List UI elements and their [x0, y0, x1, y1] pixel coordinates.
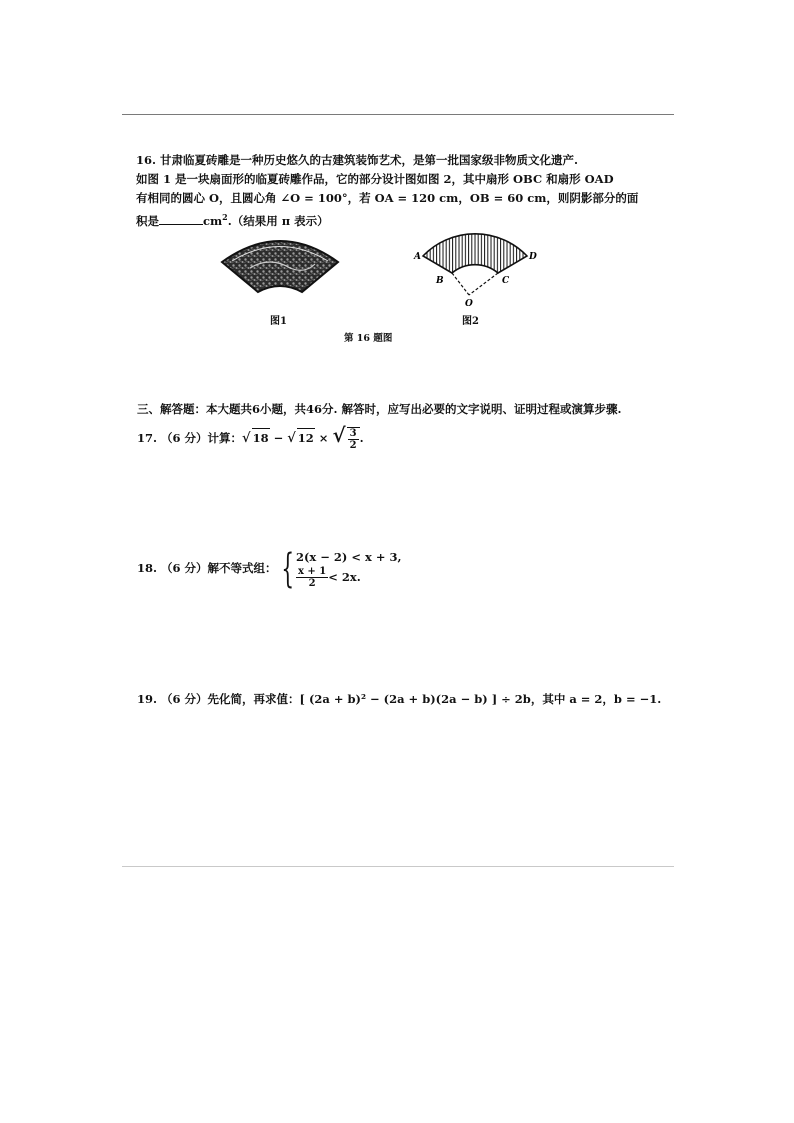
label-a: A	[414, 252, 421, 262]
fraction-denominator: 2	[349, 439, 357, 451]
q18-system	[137, 545, 402, 592]
question-17	[137, 423, 364, 451]
inequality-1: 2(x − 2) < x + 3,	[295, 550, 402, 564]
radius-ob-dashed	[452, 273, 469, 295]
q17-times: ×	[314, 431, 333, 445]
q17-prefix: 17. （6 分）计算：	[137, 431, 243, 445]
radius-oc-dashed	[469, 273, 498, 295]
label-b: B	[436, 276, 444, 286]
q16-line-3: 有相同的圆心 O，且圆心角 ∠O = 100°，若 OA = 120 cm，OB = 60 cm，则阴影部分的面	[136, 191, 639, 205]
inequality-2	[296, 566, 402, 589]
sqrt-symbol: √	[287, 431, 296, 446]
bottom-divider	[122, 866, 674, 867]
q17-radicand-3	[347, 427, 360, 451]
question-18	[137, 545, 402, 592]
sqrt-symbol: √	[332, 423, 346, 447]
inequality-2-rest: < 2x.	[328, 570, 361, 584]
q17-radicand-2: 12	[297, 428, 315, 448]
q18-prefix: 18. （6 分）解不等式组：	[137, 561, 277, 575]
label-c: C	[502, 276, 510, 286]
inequality-lines	[296, 548, 402, 589]
section-heading: 三、解答题：本大题共6小题，共46分. 解答时，应写出必要的文字说明、证明过程或演算步骤.	[137, 402, 622, 416]
q16-unit-exponent: 2	[222, 212, 228, 222]
q16-note: .（结果用 π 表示）	[227, 213, 329, 228]
figure-2-caption: 图2	[462, 316, 479, 327]
top-divider	[122, 114, 674, 115]
label-o: O	[465, 299, 473, 309]
question-16	[136, 151, 639, 231]
brace-symbol: {	[280, 545, 294, 592]
q17-end: .	[359, 431, 364, 445]
q16-unit: cm	[203, 213, 223, 228]
fraction-denominator: 2	[308, 578, 316, 589]
q16-line-2: 如图 1 是一块扇面形的临夏砖雕作品，它的部分设计图如图 2，其中扇形 OBC 和扇形 OAD	[136, 172, 614, 186]
fraction-numerator: 3	[349, 427, 357, 439]
q17-radicand-1: 18	[252, 428, 270, 448]
figure-1-fan-carving-image	[220, 234, 340, 296]
figure-2-sector-diagram	[410, 228, 540, 310]
figure-1-caption: 图1	[270, 316, 287, 327]
answer-blank[interactable]	[159, 212, 203, 225]
sqrt-symbol: √	[242, 431, 251, 446]
q18-fraction	[296, 566, 328, 589]
q17-fraction	[348, 428, 359, 451]
label-d: D	[529, 252, 537, 262]
q16-line-4	[136, 208, 616, 231]
q17-minus: −	[269, 431, 288, 445]
q16-line-1: 16. 甘肃临夏砖雕是一种历史悠久的古建筑装饰艺术，是第一批国家级非物质文化遗产.	[136, 153, 579, 167]
question-19: 19. （6 分）先化简，再求值：[ (2a + b)² − (2a + b)(2a − b) ] ÷ 2b，其中 a = 2，b = −1.	[137, 692, 662, 706]
shaded-region	[423, 234, 527, 273]
fraction-numerator: x + 1	[297, 566, 327, 577]
figure-title: 第 16 题图	[344, 333, 393, 344]
q16-area-label: 积是	[136, 213, 159, 228]
